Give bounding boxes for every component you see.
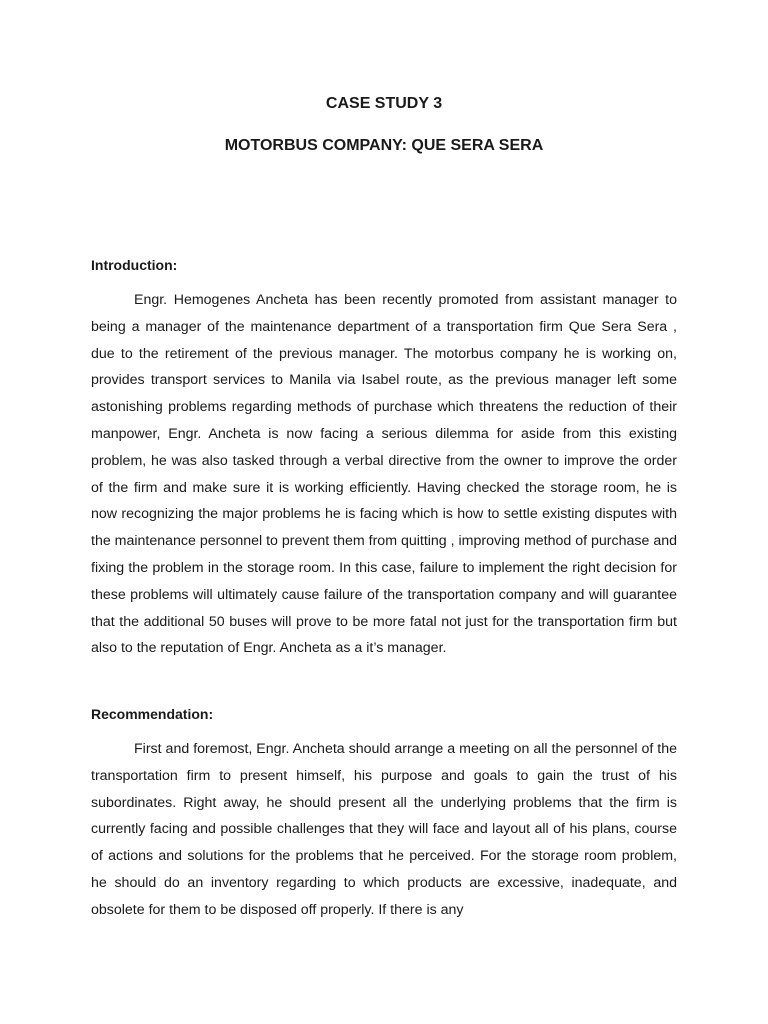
section-heading-introduction: Introduction: [91,257,178,273]
document-subtitle: MOTORBUS COMPANY: QUE SERA SERA [224,137,544,154]
section-body-introduction: Engr. Hemogenes Ancheta has been recently promoted from assistant manager to being a manager of the maintenance department of a transportation firm Que Sera Sera , due to the retirement of the previous manager. The motorbus company he is working on, provides transport services to Manila via Isabel route, as the previous manager left some astonishing problems regarding methods of purchase which threatens the reduction of their manpower, Engr. Ancheta is now facing a serious dilemma for aside from this existing problem, he was also tasked through a verbal directive from the owner to improve the order of the firm and make sure it is working efficiently. Having checked the storage room, he is now recognizing the major problems he is facing which is how to settle existing disputes with the maintenance personnel to prevent them from quitting , improving method of purchase and fixing the problem in the storage room. In this case, failure to implement the right decision for these problems will ultimately cause failure of the transportation company and will guarantee that the additional 50 buses will prove to be more fatal not just for the transportation firm but also to the reputation of Engr. Ancheta as a it’s manager. [91,292,677,657]
section-body-recommendation: First and foremost, Engr. Ancheta should arrange a meeting on all the personnel of the transportation firm to present himself, his purpose and goals to gain the trust of his subordinates. Right away, he should present all the underlying problems that the firm is currently facing and possible challenges that they will face and layout all of his plans, course of actions and solutions for the problems that he perceived. For the storage room problem, he should do an inventory regarding to which products are excessive, inadequate, and obsolete for them to be disposed off properly. If there is any [91,741,677,918]
section-heading-recommendation: Recommendation: [91,706,214,722]
document-title: CASE STUDY 3 [325,95,443,112]
